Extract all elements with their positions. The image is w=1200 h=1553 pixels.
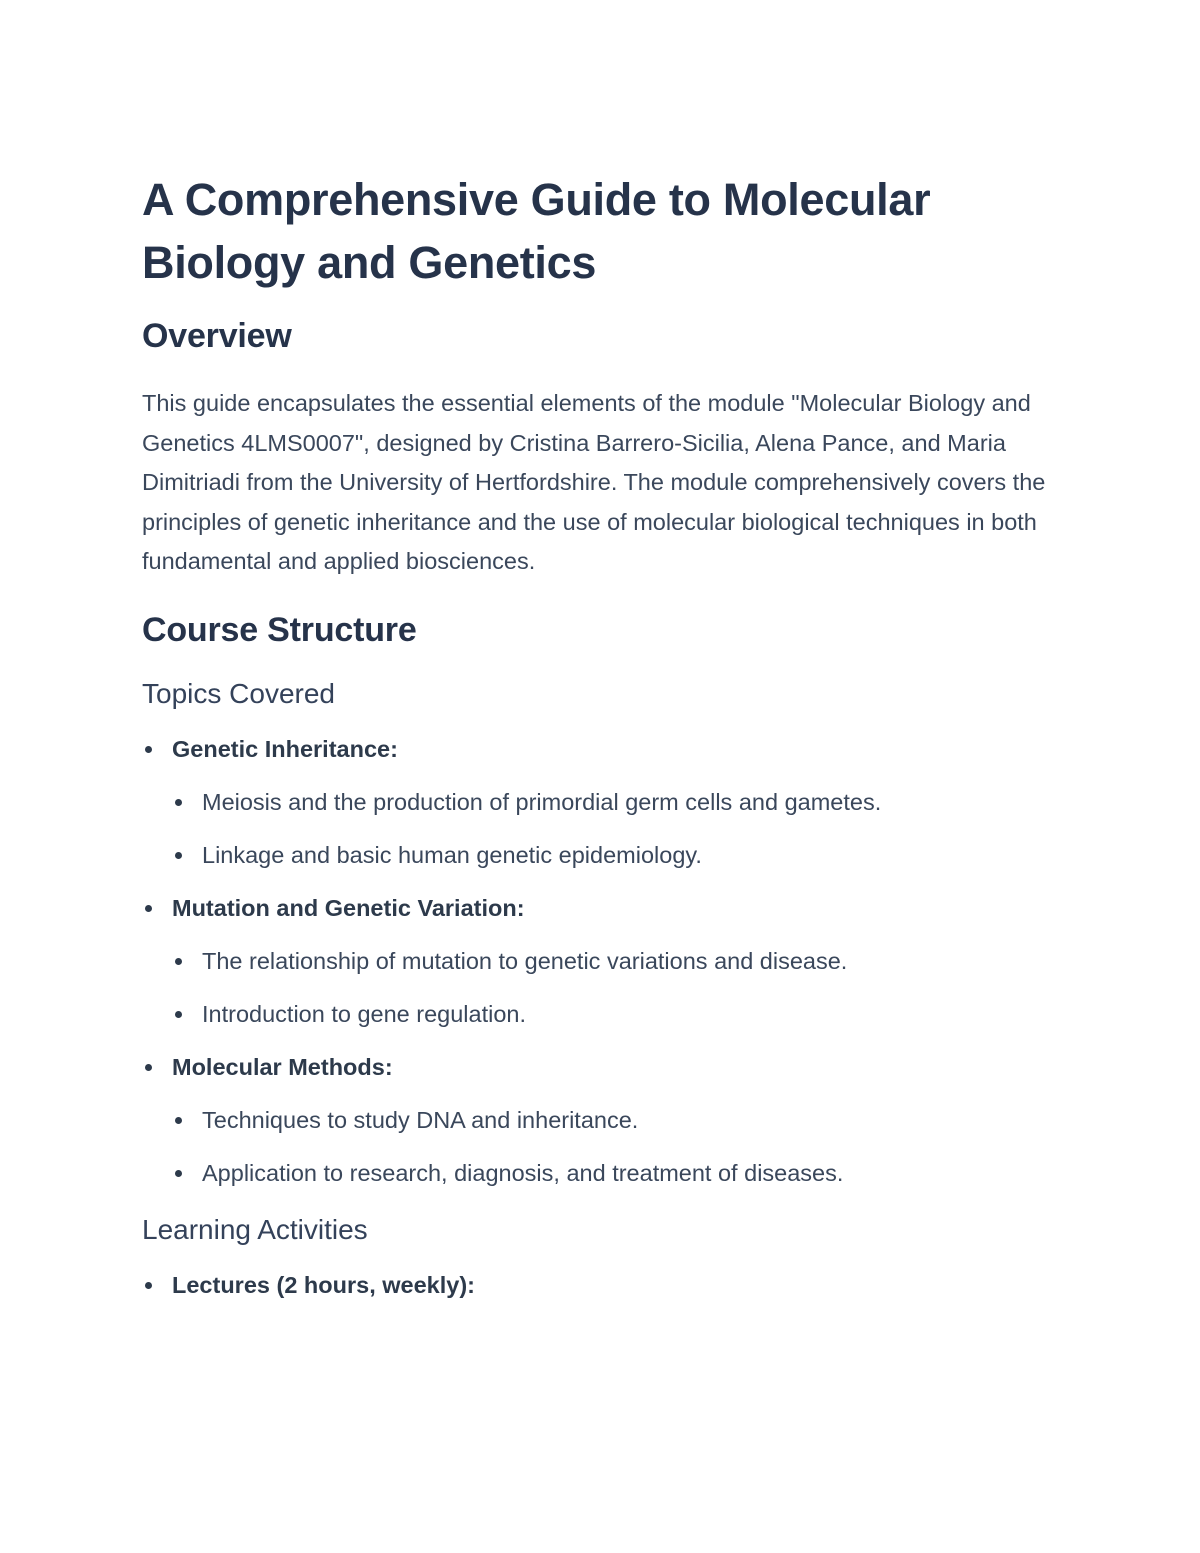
bullet-icon bbox=[145, 1064, 152, 1071]
subtopics-list bbox=[172, 1105, 1062, 1188]
overview-heading: Overview bbox=[142, 317, 292, 355]
topics-list bbox=[142, 734, 1062, 1188]
document-page bbox=[142, 168, 1062, 1300]
activity-item-lectures bbox=[142, 1270, 1062, 1300]
bullet-icon bbox=[175, 1170, 182, 1177]
bullet-icon bbox=[175, 852, 182, 859]
subtopics-list bbox=[172, 787, 1062, 870]
topic-item-genetic-inheritance bbox=[142, 734, 1062, 764]
course-structure-heading: Course Structure bbox=[142, 610, 417, 649]
learning-activities-heading: Learning Activities bbox=[142, 1213, 368, 1245]
topic-item-molecular-methods bbox=[142, 1052, 1062, 1082]
topic-label: Molecular Methods: bbox=[172, 1053, 393, 1080]
activities-list bbox=[142, 1270, 1062, 1300]
activity-label: Lectures (2 hours, weekly): bbox=[172, 1271, 475, 1298]
bullet-icon bbox=[175, 799, 182, 806]
subtopic-item: Techniques to study DNA and inheritance. bbox=[172, 1105, 1062, 1135]
topic-label: Genetic Inheritance: bbox=[172, 735, 398, 762]
bullet-icon bbox=[175, 1011, 182, 1018]
bullet-icon bbox=[145, 905, 152, 912]
topic-label: Mutation and Genetic Variation: bbox=[172, 894, 525, 921]
subtopic-item: Introduction to gene regulation. bbox=[172, 999, 1062, 1029]
topic-item-mutation bbox=[142, 893, 1062, 923]
subtopic-item: Application to research, diagnosis, and treatment of diseases. bbox=[172, 1158, 1062, 1188]
bullet-icon bbox=[145, 746, 152, 753]
bullet-icon bbox=[175, 958, 182, 965]
document-title: A Comprehensive Guide to Molecular Biology and Genetics bbox=[142, 174, 931, 288]
subtopic-item: Linkage and basic human genetic epidemiology. bbox=[172, 840, 1062, 870]
bullet-icon bbox=[175, 1117, 182, 1124]
bullet-icon bbox=[145, 1282, 152, 1289]
topics-covered-heading: Topics Covered bbox=[142, 677, 335, 709]
overview-paragraph: This guide encapsulates the essential elements of the module "Molecular Biology and Genetics 4LMS0007", designed by Cristina Barrero-Sicilia, Alena Pance, and Maria Dimitriadi from the University of Hertfordshire. The module comprehensively covers the principles of genetic inheritance and the use of molecular biological techniques in both fundamental and applied biosciences. bbox=[142, 390, 1046, 575]
subtopic-item: The relationship of mutation to genetic variations and disease. bbox=[172, 946, 1062, 976]
subtopic-item: Meiosis and the production of primordial germ cells and gametes. bbox=[172, 787, 1062, 817]
subtopics-list bbox=[172, 946, 1062, 1029]
